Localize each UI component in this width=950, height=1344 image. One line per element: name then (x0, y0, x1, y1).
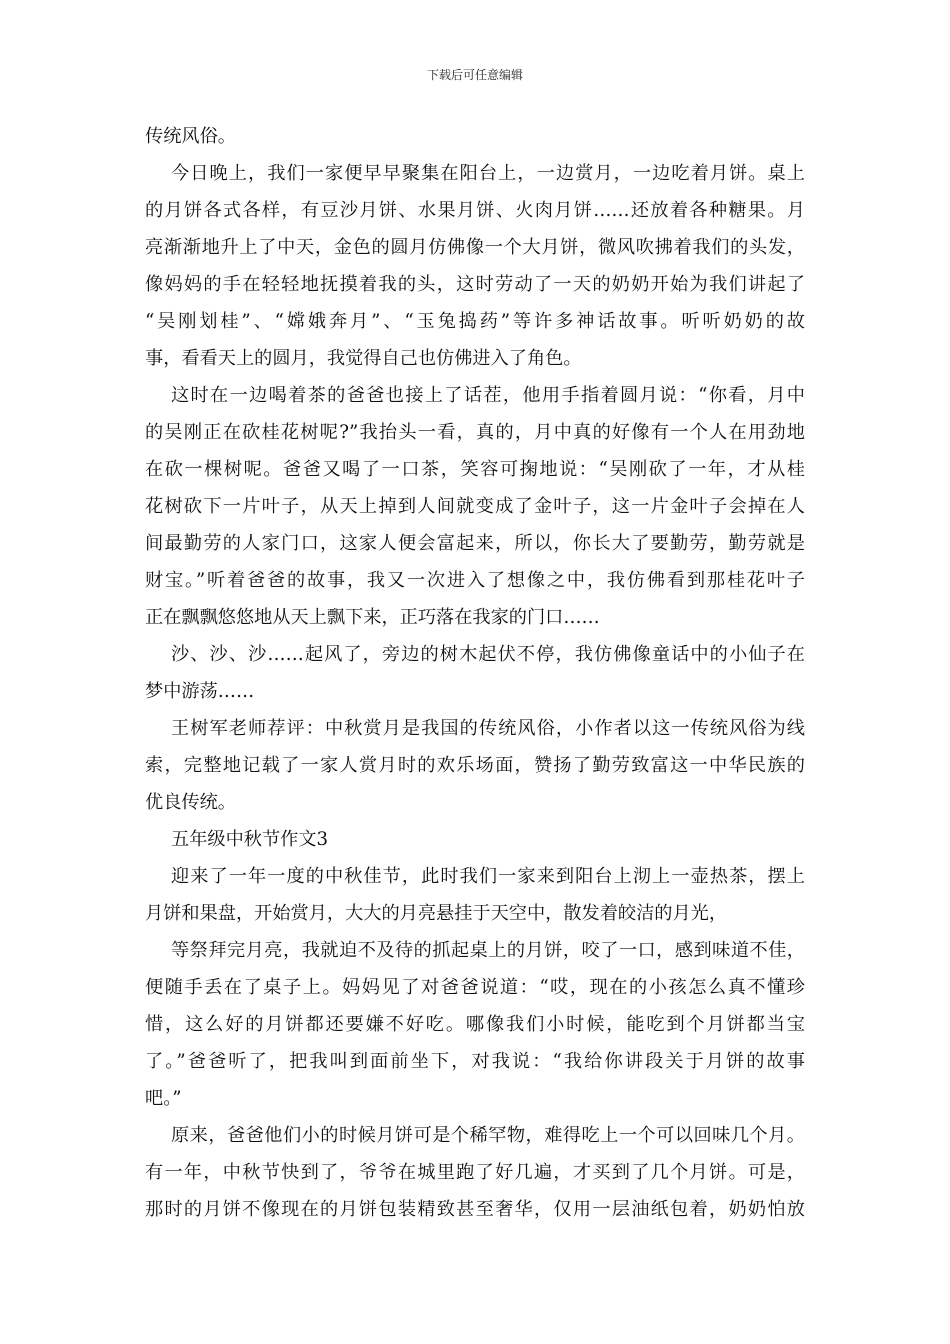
text-line: 了。”爸爸听了，把我叫到面前坐下，对我说：“我给你讲段关于月饼的故事 (145, 1051, 805, 1072)
text-line: 吧。” (145, 1088, 182, 1109)
text-line: 亮渐渐地升上了中天，金色的圆月仿佛像一个大月饼，微风吹拂着我们的头发， (145, 237, 805, 258)
text-line: 沙、沙、沙……起风了，旁边的树木起伏不停，我仿佛像童话中的小仙子在 (171, 644, 805, 665)
text-line: 正在飘飘悠悠地从天上飘下来，正巧落在我家的门口…… (145, 607, 600, 628)
text-line: 原来，爸爸他们小的时候月饼可是个稀罕物，难得吃上一个可以回味几个月。 (171, 1125, 805, 1146)
text-line: 月饼和果盘，开始赏月，大大的月亮悬挂于天空中，散发着皎洁的月光， (145, 903, 728, 924)
text-line: 便随手丢在了桌子上。妈妈见了对爸爸说道：“哎，现在的小孩怎么真不懂珍 (145, 977, 805, 998)
text-line: 间最勤劳的人家门口，这家人便会富起来，所以，你长大了要勤劳，勤劳就是 (145, 533, 805, 554)
text-line: 有一年，中秋节快到了，爷爷在城里跑了好几遍，才买到了几个月饼。可是， (145, 1162, 805, 1183)
text-line: 优良传统。 (145, 792, 236, 813)
text-line: 索，完整地记载了一家人赏月时的欢乐场面，赞扬了勤劳致富这一中华民族的 (145, 755, 805, 776)
text-line: 王树军老师荐评：中秋赏月是我国的传统风俗，小作者以这一传统风俗为线 (171, 718, 805, 739)
text-line: 在砍一棵树呢。爸爸又喝了一口茶，笑容可掬地说：“吴刚砍了一年，才从桂 (145, 459, 805, 480)
text-line: 财宝。”听着爸爸的故事，我又一次进入了想像之中，我仿佛看到那桂花叶子 (145, 570, 805, 591)
text-line: 像妈妈的手在轻轻地抚摸着我的头，这时劳动了一天的奶奶开始为我们讲起了 (145, 274, 805, 295)
text-line: 这时在一边喝着茶的爸爸也接上了话茬，他用手指着圆月说：“你看，月中 (171, 385, 805, 406)
text-line: “吴刚划桂”、“嫦娥奔月”、“玉兔捣药”等许多神话故事。听听奶奶的故 (145, 311, 805, 332)
document-body (145, 118, 805, 1228)
text-line: 今日晚上，我们一家便早早聚集在阳台上，一边赏月，一边吃着月饼。桌上 (171, 163, 805, 184)
text-line: 传统风俗。 (145, 126, 236, 147)
text-line: 的吴刚正在砍桂花树呢?”我抬头一看，真的，月中真的好像有一个人在用劲地 (145, 422, 805, 443)
text-line: 惜，这么好的月饼都还要嫌不好吃。哪像我们小时候，能吃到个月饼都当宝 (145, 1014, 805, 1035)
text-line: 的月饼各式各样，有豆沙月饼、水果月饼、火肉月饼……还放着各种糖果。月 (145, 200, 805, 221)
text-line: 等祭拜完月亮，我就迫不及待的抓起桌上的月饼，咬了一口，感到味道不佳， (171, 940, 805, 961)
text-line: 梦中游荡…… (145, 681, 255, 702)
text-line: 花树砍下一片叶子，从天上掉到人间就变成了金叶子，这一片金叶子会掉在人 (145, 496, 805, 517)
page-header: 下载后可任意编辑 (426, 68, 523, 82)
text-line: 五年级中秋节作文3 (171, 829, 329, 850)
text-line: 事，看看天上的圆月，我觉得自己也仿佛进入了角色。 (145, 348, 582, 369)
text-line: 迎来了一年一度的中秋佳节，此时我们一家来到阳台上沏上一壶热茶，摆上 (171, 866, 805, 887)
text-line: 那时的月饼不像现在的月饼包装精致甚至奢华，仅用一层油纸包着，奶奶怕放 (145, 1199, 805, 1220)
